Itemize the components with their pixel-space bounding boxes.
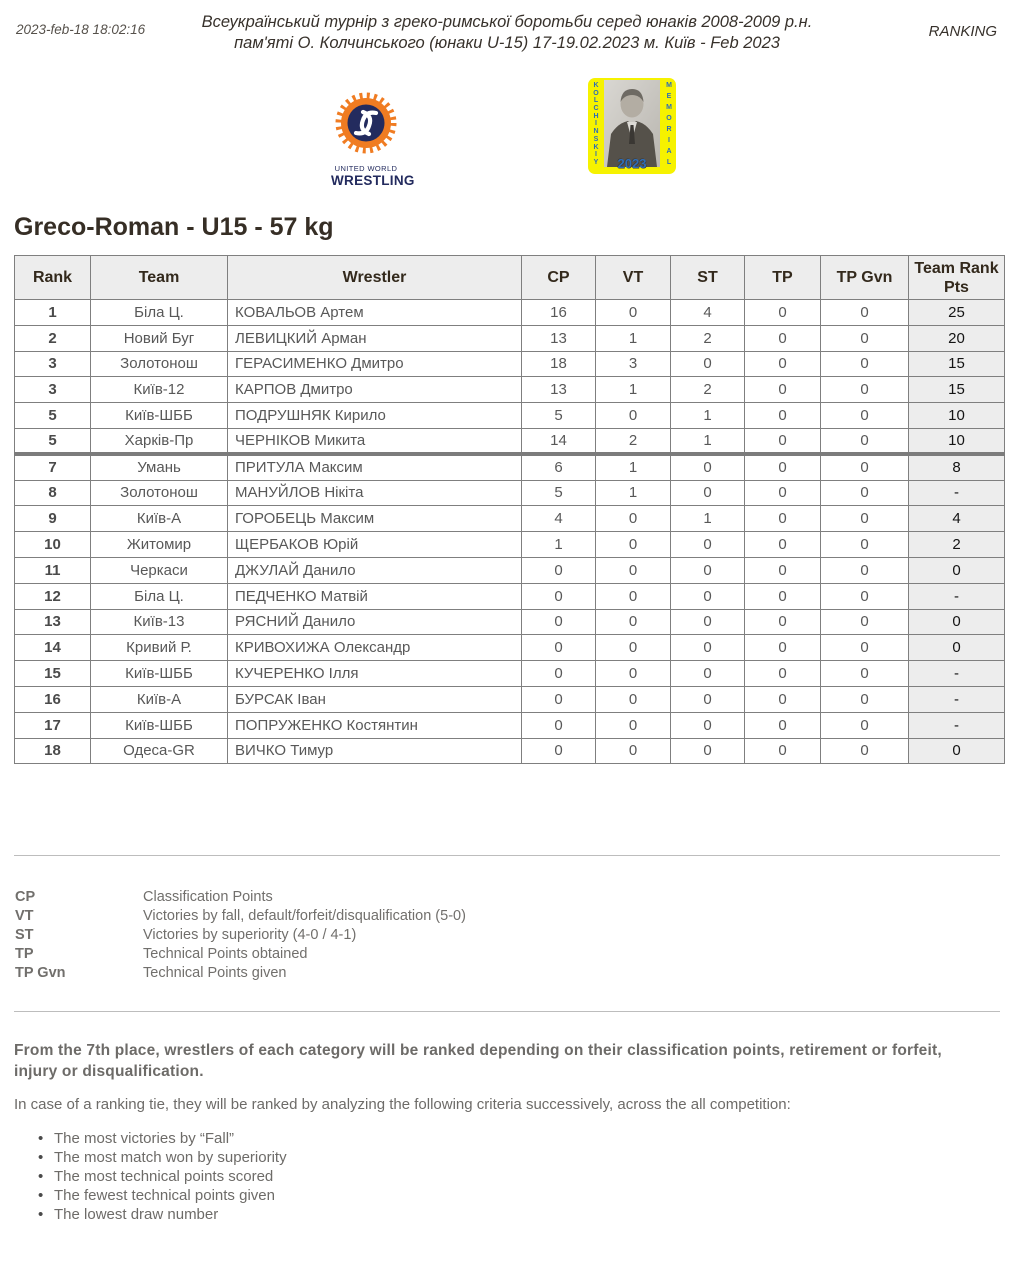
cell-tp: 0 [745,686,821,712]
legend-abbr: VT [15,908,34,924]
table-row [15,532,1005,558]
legend-description: Classification Points [143,889,273,905]
cell-vt: 0 [596,712,671,738]
kolchinskiy-portrait-photo [604,80,660,167]
cell-team: Житомир [91,532,228,558]
cell-team-rank-pts: 10 [909,403,1005,429]
cell-cp: 14 [522,428,596,454]
cell-rank: 3 [15,351,91,377]
cell-tp-gvn: 0 [821,686,909,712]
cell-vt: 3 [596,351,671,377]
cell-team: Новий Буг [91,325,228,351]
cell-wrestler: ГЕРАСИМЕНКО Дмитро [228,351,522,377]
cell-team: Черкаси [91,557,228,583]
column-header-st: ST [671,256,745,300]
cell-wrestler: КУЧЕРЕНКО Ілля [228,661,522,687]
cell-cp: 16 [522,300,596,326]
cell-cp: 0 [522,661,596,687]
cell-rank: 1 [15,300,91,326]
cell-rank: 13 [15,609,91,635]
tie-break-criteria-list [36,1129,287,1224]
cell-tp: 0 [745,325,821,351]
cell-tp: 0 [745,428,821,454]
cell-wrestler: ДЖУЛАЙ Данило [228,557,522,583]
cell-vt: 1 [596,325,671,351]
cell-tp: 0 [745,506,821,532]
cell-st: 0 [671,532,745,558]
cell-cp: 1 [522,532,596,558]
criteria-item: • The lowest draw number [36,1205,287,1224]
table-row [15,351,1005,377]
legend-description: Victories by fall, default/forfeit/disqualification (5-0) [143,908,466,924]
cell-rank: 11 [15,557,91,583]
cell-vt: 0 [596,583,671,609]
cell-team-rank-pts: - [909,686,1005,712]
legend-abbr: TP [15,946,34,962]
cell-wrestler: ПОДРУШНЯК Кирило [228,403,522,429]
cell-rank: 12 [15,583,91,609]
cell-tp-gvn: 0 [821,661,909,687]
cell-st: 0 [671,686,745,712]
cell-vt: 0 [596,609,671,635]
cell-team-rank-pts: 2 [909,532,1005,558]
cell-cp: 13 [522,377,596,403]
criteria-item: • The most technical points scored [36,1167,287,1186]
column-header-tp: TP [745,256,821,300]
cell-st: 0 [671,712,745,738]
legend-abbr: ST [15,927,34,943]
memorial-logo-year: 2023 [617,156,647,171]
cell-team-rank-pts: - [909,712,1005,738]
cell-cp: 4 [522,506,596,532]
cell-rank: 9 [15,506,91,532]
cell-team: Київ-ШББ [91,712,228,738]
table-row [15,428,1005,454]
legend-description: Victories by superiority (4-0 / 4-1) [143,927,357,943]
cell-wrestler: ГОРОБЕЦЬ Максим [228,506,522,532]
cell-team: Біла Ц. [91,583,228,609]
cell-st: 0 [671,635,745,661]
united-world-wrestling-logo [331,92,415,188]
cell-rank: 7 [15,454,91,480]
cell-vt: 0 [596,686,671,712]
cell-tp-gvn: 0 [821,351,909,377]
uww-logo-text-bottom: WRESTLING [331,173,415,188]
cell-cp: 0 [522,609,596,635]
cell-rank: 15 [15,661,91,687]
table-row [15,454,1005,480]
cell-st: 0 [671,480,745,506]
ranking-page-label: RANKING [928,23,997,40]
table-row [15,635,1005,661]
cell-wrestler: ВИЧКО Тимур [228,738,522,764]
cell-cp: 0 [522,686,596,712]
cell-tp-gvn: 0 [821,532,909,558]
cell-rank: 2 [15,325,91,351]
cell-tp: 0 [745,738,821,764]
cell-tp: 0 [745,300,821,326]
cell-st: 1 [671,403,745,429]
cell-team: Умань [91,454,228,480]
cell-team-rank-pts: 0 [909,635,1005,661]
legend-abbr: TP Gvn [15,965,66,981]
cell-wrestler: ПОПРУЖЕНКО Костянтин [228,712,522,738]
cell-team: Київ-А [91,686,228,712]
legend-row-cp [15,888,466,907]
cell-team-rank-pts: 10 [909,428,1005,454]
cell-tp: 0 [745,661,821,687]
table-row [15,686,1005,712]
column-header-cp: CP [522,256,596,300]
cell-team: Золотонош [91,351,228,377]
cell-wrestler: ЧЕРНІКОВ Микита [228,428,522,454]
table-row [15,609,1005,635]
cell-rank: 10 [15,532,91,558]
cell-wrestler: ПРИТУЛА Максим [228,454,522,480]
cell-vt: 0 [596,635,671,661]
cell-tp: 0 [745,377,821,403]
table-row [15,557,1005,583]
cell-team: Харків-Пр [91,428,228,454]
uww-logo-text-top: UNITED WORLD [334,164,398,173]
table-row [15,583,1005,609]
cell-team: Київ-13 [91,609,228,635]
cell-vt: 0 [596,506,671,532]
cell-tp: 0 [745,583,821,609]
cell-cp: 5 [522,480,596,506]
cell-tp: 0 [745,454,821,480]
cell-vt: 1 [596,454,671,480]
criteria-item: • The fewest technical points given [36,1186,287,1205]
cell-st: 1 [671,428,745,454]
cell-st: 0 [671,583,745,609]
cell-cp: 0 [522,583,596,609]
cell-rank: 14 [15,635,91,661]
cell-team-rank-pts: 15 [909,377,1005,403]
cell-cp: 0 [522,712,596,738]
cell-tp-gvn: 0 [821,506,909,532]
cell-cp: 0 [522,557,596,583]
ranking-table [14,255,1005,764]
cell-tp: 0 [745,403,821,429]
table-row [15,300,1005,326]
cell-wrestler: КОВАЛЬОВ Артем [228,300,522,326]
kolchinskiy-memorial-logo [588,78,676,174]
cell-vt: 0 [596,557,671,583]
cell-tp-gvn: 0 [821,712,909,738]
cell-wrestler: ЩЕРБАКОВ Юрій [228,532,522,558]
tournament-title [172,12,842,54]
cell-tp-gvn: 0 [821,480,909,506]
cell-tp-gvn: 0 [821,300,909,326]
legend-row-st [15,926,466,945]
cell-tp-gvn: 0 [821,583,909,609]
cell-vt: 0 [596,532,671,558]
cell-wrestler: МАНУЙЛОВ Нікіта [228,480,522,506]
uww-emblem-icon [333,92,399,158]
cell-wrestler: ЛЕВИЦКИЙ Арман [228,325,522,351]
cell-team: Київ-12 [91,377,228,403]
cell-team-rank-pts: 20 [909,325,1005,351]
cell-vt: 0 [596,403,671,429]
cell-team-rank-pts: 4 [909,506,1005,532]
cell-tp-gvn: 0 [821,738,909,764]
horizontal-divider-bottom [14,1011,1000,1012]
category-heading: Greco-Roman - U15 - 57 kg [14,213,334,241]
cell-tp-gvn: 0 [821,609,909,635]
cell-vt: 1 [596,480,671,506]
cell-wrestler: РЯСНИЙ Данило [228,609,522,635]
legend-row-tp-gvn [15,964,466,983]
cell-st: 0 [671,738,745,764]
cell-cp: 0 [522,738,596,764]
report-timestamp: 2023-feb-18 18:02:16 [16,22,146,37]
horizontal-divider-top [14,855,1000,856]
criteria-item: • The most victories by “Fall” [36,1129,287,1148]
cell-team-rank-pts: 0 [909,557,1005,583]
cell-tp: 0 [745,480,821,506]
cell-team-rank-pts: 25 [909,300,1005,326]
cell-vt: 1 [596,377,671,403]
cell-wrestler: КАРПОВ Дмитро [228,377,522,403]
cell-st: 2 [671,325,745,351]
cell-st: 2 [671,377,745,403]
cell-team-rank-pts: 0 [909,738,1005,764]
cell-team: Київ-ШББ [91,403,228,429]
cell-tp-gvn: 0 [821,325,909,351]
cell-st: 4 [671,300,745,326]
cell-team: Кривий Р. [91,635,228,661]
legend-description: Technical Points given [143,965,287,981]
cell-tp: 0 [745,712,821,738]
column-header-tp-gvn: TP Gvn [821,256,909,300]
cell-tp-gvn: 0 [821,635,909,661]
tie-break-note: In case of a ranking tie, they will be ranked by analyzing the following criteria successively, across the all competition: [14,1096,791,1113]
table-header-row [15,256,1005,300]
cell-tp: 0 [745,557,821,583]
cell-vt: 2 [596,428,671,454]
abbreviation-legend [15,888,466,983]
cell-st: 0 [671,609,745,635]
legend-row-tp [15,945,466,964]
cell-tp: 0 [745,351,821,377]
cell-rank: 5 [15,428,91,454]
ranking-table-body [15,300,1005,764]
tournament-title-line1: Всеукраїнський турнір з греко-римської боротьби серед юнаків 2008-2009 р.н. [201,13,813,31]
cell-tp-gvn: 0 [821,403,909,429]
cell-tp: 0 [745,609,821,635]
tournament-title-line2: пам'яті О. Колчинського (юнаки U-15) 17-19.02.2023 м. Київ - Feb 2023 [234,34,780,52]
ranking-rule-note: From the 7th place, wrestlers of each category will be ranked depending on their classification points, retirement or forfeit, injury or disqualification. [14,1042,942,1080]
cell-team-rank-pts: 15 [909,351,1005,377]
cell-st: 1 [671,506,745,532]
cell-team: Одеса-GR [91,738,228,764]
cell-team-rank-pts: 0 [909,609,1005,635]
table-row [15,325,1005,351]
cell-cp: 13 [522,325,596,351]
legend-description: Technical Points obtained [143,946,308,962]
criteria-item: • The most match won by superiority [36,1148,287,1167]
cell-tp-gvn: 0 [821,377,909,403]
legend-abbr: CP [15,889,36,905]
column-header-team-rank-pts: Team Rank Pts [909,256,1005,300]
cell-wrestler: БУРСАК Іван [228,686,522,712]
cell-rank: 3 [15,377,91,403]
table-row [15,738,1005,764]
cell-team: Золотонош [91,480,228,506]
cell-rank: 8 [15,480,91,506]
cell-tp: 0 [745,532,821,558]
cell-st: 0 [671,351,745,377]
cell-cp: 18 [522,351,596,377]
cell-wrestler: КРИВОХИЖА Олександр [228,635,522,661]
table-row [15,377,1005,403]
cell-team: Київ-ШББ [91,661,228,687]
cell-cp: 0 [522,635,596,661]
memorial-logo-left-text: K O L C H I N S K I Y [593,82,599,166]
cell-rank: 17 [15,712,91,738]
memorial-logo-right-text: M E M O R I A L [666,82,672,166]
column-header-wrestler: Wrestler [228,256,522,300]
cell-st: 0 [671,661,745,687]
cell-tp-gvn: 0 [821,454,909,480]
cell-cp: 6 [522,454,596,480]
cell-tp-gvn: 0 [821,428,909,454]
table-row [15,506,1005,532]
cell-wrestler: ПЕДЧЕНКО Матвій [228,583,522,609]
cell-team-rank-pts: - [909,583,1005,609]
legend-row-vt [15,907,466,926]
cell-st: 0 [671,557,745,583]
table-row [15,480,1005,506]
table-row [15,403,1005,429]
cell-team-rank-pts: - [909,661,1005,687]
column-header-team: Team [91,256,228,300]
cell-tp: 0 [745,635,821,661]
table-row [15,712,1005,738]
cell-vt: 0 [596,738,671,764]
cell-team: Біла Ц. [91,300,228,326]
column-header-vt: VT [596,256,671,300]
cell-team: Київ-А [91,506,228,532]
cell-team-rank-pts: 8 [909,454,1005,480]
column-header-rank: Rank [15,256,91,300]
cell-cp: 5 [522,403,596,429]
cell-team-rank-pts: - [909,480,1005,506]
cell-rank: 16 [15,686,91,712]
cell-vt: 0 [596,300,671,326]
cell-tp-gvn: 0 [821,557,909,583]
cell-st: 0 [671,454,745,480]
cell-vt: 0 [596,661,671,687]
cell-rank: 18 [15,738,91,764]
cell-rank: 5 [15,403,91,429]
table-row [15,661,1005,687]
